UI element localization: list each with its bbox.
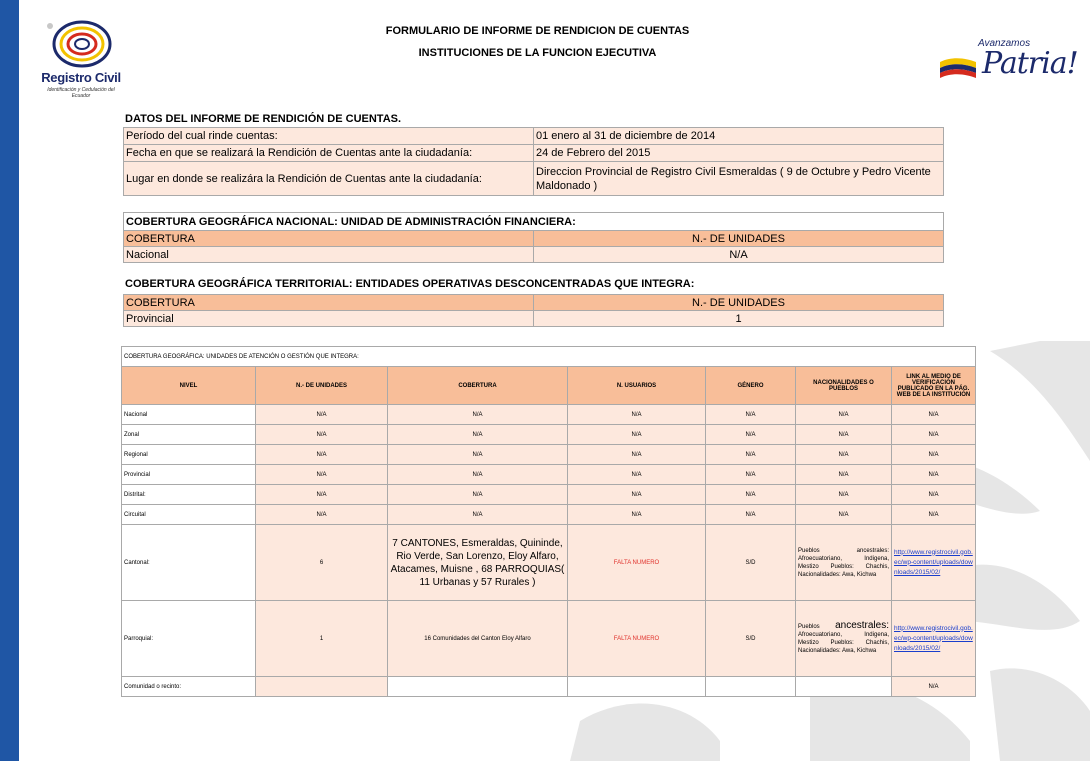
table-cell: N/A xyxy=(568,445,706,465)
table-cell: N/A xyxy=(796,405,892,425)
link-cell xyxy=(892,525,976,601)
table-cell: N/A xyxy=(706,485,796,505)
table-cell: N/A xyxy=(568,465,706,485)
table-cell xyxy=(706,677,796,697)
pueblos-cell: Pueblos ancestrales: Afroecuatoriano, Indigena, Mestizo Pueblos: Chachis, Nacionalidades: Awa, Kichwa xyxy=(796,525,892,601)
table-cell: N/A xyxy=(892,465,976,485)
table-cell: N/A xyxy=(568,485,706,505)
table-cell: N/A xyxy=(706,465,796,485)
table-cell: N/A xyxy=(796,485,892,505)
nivel-cell: Cantonal: xyxy=(122,525,256,601)
table-row xyxy=(124,213,944,231)
nivel-cell: Parroquial: xyxy=(122,601,256,677)
provincial-value: 1 xyxy=(534,311,944,327)
column-header: NIVEL xyxy=(122,367,256,405)
table-row xyxy=(124,231,944,247)
table-cell: N/A xyxy=(796,445,892,465)
table-cell: N/A xyxy=(892,425,976,445)
table-cell: N/A xyxy=(388,505,568,525)
table-cell: N/A xyxy=(256,445,388,465)
periodo-label: Período del cual rinde cuentas: xyxy=(124,128,534,145)
table-row xyxy=(122,601,976,677)
table-cell: 1 xyxy=(256,601,388,677)
table-cell: N/A xyxy=(796,505,892,525)
table-cell: N/A xyxy=(892,677,976,697)
pueblos-prefix: Pueblos xyxy=(798,624,820,630)
provincial-label: Provincial xyxy=(124,311,534,327)
pueblos-rest: Afroecuatoriano, Indigena, Mestizo Pueblos: Chachis, Nacionalidades: Awa, Kichwa xyxy=(798,632,889,654)
logo-brand-text: Registro Civil xyxy=(41,70,121,85)
lugar-label: Lugar en donde se realizára la Rendición de Cuentas ante la ciudadanía: xyxy=(124,162,534,196)
table-cell: N/A xyxy=(256,405,388,425)
nivel-cell: Distrital: xyxy=(122,485,256,505)
unidades-caption: COBERTURA GEOGRÁFICA: UNIDADES DE ATENCIÓN O GESTIÓN QUE INTEGRA: xyxy=(122,347,976,367)
periodo-value: 01 enero al 31 de diciembre de 2014 xyxy=(534,128,944,145)
cobertura-cell: 7 CANTONES, Esmeraldas, Quininde, Rio Verde, San Lorenzo, Eloy Alfaro, Atacames, Muisne , 68 PARROQUIAS( 11 Urbanas y 57 Rurales ) xyxy=(388,525,568,601)
nacional-label: Nacional xyxy=(124,247,534,263)
cobertura-territorial-title: COBERTURA GEOGRÁFICA TERRITORIAL: ENTIDADES OPERATIVAS DESCONCENTRADAS QUE INTEGRA: xyxy=(125,278,695,290)
column-header: LINK AL MEDIO DE VERIFICACIÓN PUBLICADO EN LA PÁG. WEB DE LA INSTITUCIÓN xyxy=(892,367,976,405)
column-header: NACIONALIDADES O PUEBLOS xyxy=(796,367,892,405)
table-row xyxy=(124,311,944,327)
table-cell: N/A xyxy=(568,405,706,425)
column-header: COBERTURA xyxy=(388,367,568,405)
table-cell xyxy=(388,677,568,697)
patria-slogan: Avanzamos xyxy=(978,38,1031,49)
table-row xyxy=(122,465,976,485)
cobertura-column-header: COBERTURA xyxy=(124,295,534,311)
nivel-cell: Circuital xyxy=(122,505,256,525)
table-cell: N/A xyxy=(256,465,388,485)
table-cell: N/A xyxy=(256,505,388,525)
fecha-value: 24 de Febrero del 2015 xyxy=(534,145,944,162)
table-row xyxy=(122,505,976,525)
table-cell: N/A xyxy=(388,485,568,505)
patria-word: Patria! xyxy=(982,46,1078,81)
column-header: N.- DE UNIDADES xyxy=(256,367,388,405)
table-cell xyxy=(256,677,388,697)
usuarios-cell: FALTA NUMERO xyxy=(568,601,706,677)
table-cell: N/A xyxy=(568,505,706,525)
cobertura-nacional-table xyxy=(123,212,944,263)
table-cell: N/A xyxy=(388,445,568,465)
unidades-column-header: N.- DE UNIDADES xyxy=(534,295,944,311)
table-cell: N/A xyxy=(568,425,706,445)
unidades-column-header: N.- DE UNIDADES xyxy=(534,231,944,247)
fecha-label: Fecha en que se realizará la Rendición de Cuentas ante la ciudadanía: xyxy=(124,145,534,162)
table-row xyxy=(122,347,976,367)
genero-cell: S/D xyxy=(706,601,796,677)
nacional-value: N/A xyxy=(534,247,944,263)
table-cell xyxy=(796,677,892,697)
table-cell: N/A xyxy=(706,445,796,465)
table-cell xyxy=(568,677,706,697)
form-subtitle: INSTITUCIONES DE LA FUNCION EJECUTIVA xyxy=(418,47,657,59)
verification-link[interactable]: http://www.registrocivil.gob.ec/wp-content/uploads/downloads/2015/02/ xyxy=(894,624,973,652)
table-row xyxy=(122,525,976,601)
cobertura-column-header: COBERTURA xyxy=(124,231,534,247)
table-cell: N/A xyxy=(796,425,892,445)
table-cell: N/A xyxy=(388,465,568,485)
nivel-cell: Provincial xyxy=(122,465,256,485)
table-row xyxy=(124,128,944,145)
table-cell: N/A xyxy=(706,405,796,425)
table-cell: N/A xyxy=(706,425,796,445)
table-cell: N/A xyxy=(388,405,568,425)
nivel-cell: Regional xyxy=(122,445,256,465)
table-row xyxy=(124,162,944,196)
table-header-row xyxy=(122,367,976,405)
table-row xyxy=(124,247,944,263)
logo-tagline: Identificación y Cedulación del Ecuador xyxy=(47,87,115,99)
table-cell: 6 xyxy=(256,525,388,601)
table-row xyxy=(122,425,976,445)
table-cell: N/A xyxy=(796,465,892,485)
verification-link[interactable]: http://www.registrocivil.gob.ec/wp-content/uploads/downloads/2015/02/ xyxy=(894,548,973,576)
form-title: FORMULARIO DE INFORME DE RENDICION DE CUENTAS xyxy=(385,25,690,37)
table-cell: N/A xyxy=(892,445,976,465)
link-cell xyxy=(892,601,976,677)
table-row xyxy=(124,145,944,162)
cobertura-cell: 16 Comunidades del Canton Eloy Alfaro xyxy=(388,601,568,677)
table-cell: N/A xyxy=(892,505,976,525)
table-row xyxy=(122,677,976,697)
patria-logo xyxy=(938,34,1078,90)
datos-table xyxy=(123,127,944,196)
table-row xyxy=(124,295,944,311)
cobertura-territorial-table xyxy=(123,294,944,327)
table-row xyxy=(122,445,976,465)
left-blue-bar xyxy=(0,0,19,761)
table-row xyxy=(122,405,976,425)
nivel-cell: Zonal xyxy=(122,425,256,445)
column-header: GÉNERO xyxy=(706,367,796,405)
unidades-atencion-table xyxy=(121,346,976,697)
usuarios-cell: FALTA NUMERO xyxy=(568,525,706,601)
table-cell: N/A xyxy=(706,505,796,525)
lugar-value: Direccion Provincial de Registro Civil Esmeraldas ( 9 de Octubre y Pedro Vicente Maldonado ) xyxy=(534,162,944,196)
table-row xyxy=(122,485,976,505)
cobertura-nacional-title: COBERTURA GEOGRÁFICA NACIONAL: UNIDAD DE ADMINISTRACIÓN FINANCIERA: xyxy=(124,213,944,231)
table-cell: N/A xyxy=(256,485,388,505)
nivel-cell: Nacional xyxy=(122,405,256,425)
table-cell: N/A xyxy=(892,405,976,425)
column-header: N. USUARIOS xyxy=(568,367,706,405)
pueblos-ancestrales: ancestrales: xyxy=(835,620,889,631)
pueblos-cell xyxy=(796,601,892,677)
genero-cell: S/D xyxy=(706,525,796,601)
table-cell: N/A xyxy=(388,425,568,445)
table-cell: N/A xyxy=(256,425,388,445)
nivel-cell: Comunidad o recinto: xyxy=(122,677,256,697)
datos-section-title: DATOS DEL INFORME DE RENDICIÓN DE CUENTAS. xyxy=(125,113,402,125)
table-cell: N/A xyxy=(892,485,976,505)
